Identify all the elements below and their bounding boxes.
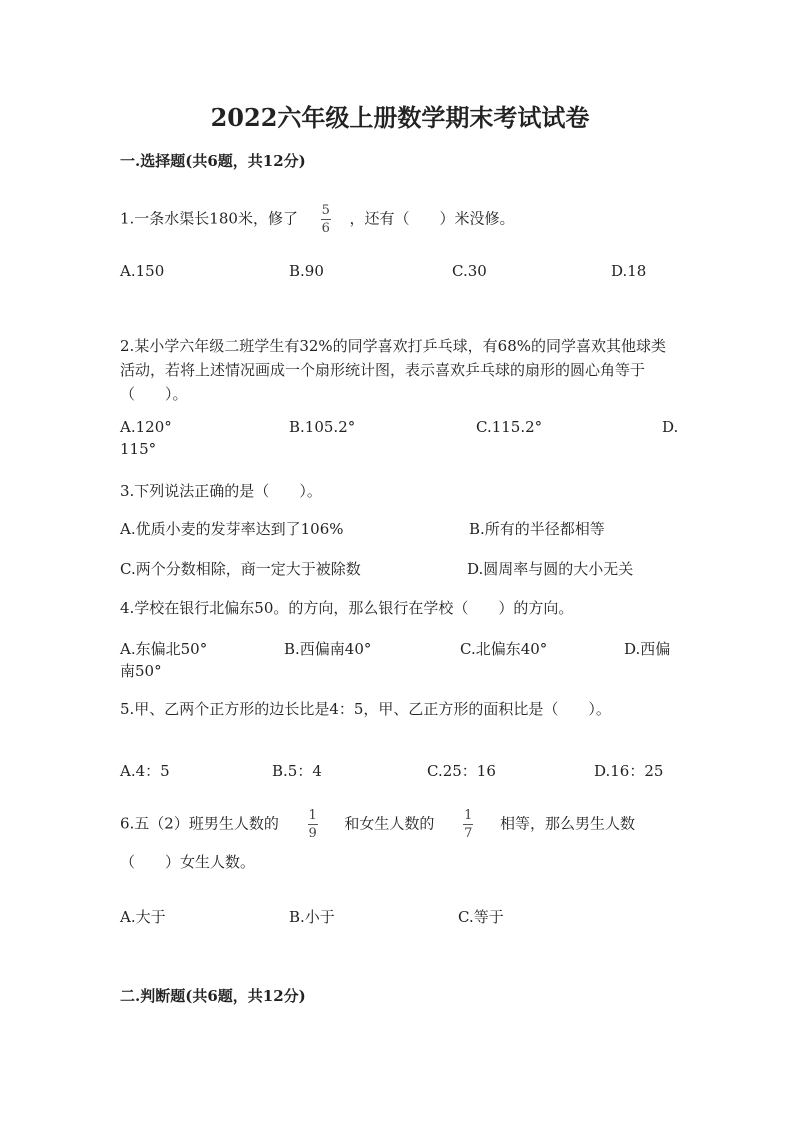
question-6 xyxy=(120,808,635,841)
q3-option-a: A.优质小麦的发芽率达到了106% xyxy=(120,520,344,538)
question-6-text-end: 相等，那么男生人数 xyxy=(500,814,636,833)
fraction-numerator: 1 xyxy=(464,808,473,823)
q6-option-b: B.小于 xyxy=(289,908,335,926)
question-3: 3.下列说法正确的是（ ）。 xyxy=(120,482,322,500)
q1-option-d: D.18 xyxy=(611,262,647,280)
fraction-denominator: 6 xyxy=(321,221,330,236)
q5-option-c: C.25：16 xyxy=(427,762,496,780)
q2-option-d-wrap: 115° xyxy=(120,440,157,458)
q4-option-d: D.西偏 xyxy=(624,640,671,658)
fraction-denominator: 9 xyxy=(308,826,317,841)
fraction-1-9 xyxy=(308,808,318,841)
q4-option-c: C.北偏东40° xyxy=(460,640,548,658)
q5-option-a: A.4：5 xyxy=(120,762,170,780)
question-6-text-mid: 和女生人数的 xyxy=(344,814,435,833)
q4-option-d-wrap: 南50° xyxy=(120,662,162,680)
q5-option-b: B.5：4 xyxy=(272,762,322,780)
section-heading-judgement: 二.判断题(共6题，共12分) xyxy=(120,987,306,1005)
question-4: 4.学校在银行北偏东50。的方向，那么银行在学校（ ）的方向。 xyxy=(120,599,574,617)
question-6-text: 6.五（2）班男生人数的 xyxy=(120,814,279,833)
q2-option-a: A.120° xyxy=(120,418,172,436)
question-6-line-2: （ ）女生人数。 xyxy=(120,853,256,871)
fraction-5-6 xyxy=(321,203,331,236)
q2-option-b: B.105.2° xyxy=(289,418,356,436)
q6-option-c: C.等于 xyxy=(458,908,504,926)
q4-option-a: A.东偏北50° xyxy=(120,640,208,658)
q2-option-d: D. xyxy=(662,418,679,436)
fraction-numerator: 5 xyxy=(321,203,330,218)
q1-option-a: A.150 xyxy=(120,262,165,280)
q3-option-c: C.两个分数相除，商一定大于被除数 xyxy=(120,560,361,578)
q3-option-b: B.所有的半径都相等 xyxy=(469,520,605,538)
fraction-denominator: 7 xyxy=(464,826,473,841)
q1-option-b: B.90 xyxy=(289,262,324,280)
fraction-1-7 xyxy=(463,808,473,841)
fraction-numerator: 1 xyxy=(308,808,317,823)
question-1-text-end: ，还有（ ）米没修。 xyxy=(349,209,515,228)
q6-option-a: A.大于 xyxy=(120,908,166,926)
q1-option-c: C.30 xyxy=(452,262,487,280)
question-1 xyxy=(120,203,515,236)
q2-option-c: C.115.2° xyxy=(476,418,543,436)
question-2: 2.某小学六年级二班学生有32%的同学喜欢打乒乓球，有68%的同学喜欢其他球类活动，若将上述情况画成一个扇形统计图，表示喜欢乒乓球的扇形的圆心角等于（ ）。 xyxy=(120,337,666,403)
section-heading-choice: 一.选择题(共6题，共12分) xyxy=(120,152,306,170)
q4-option-b: B.西偏南40° xyxy=(284,640,372,658)
page-title: 2022六年级上册数学期末考试试卷 xyxy=(210,103,590,132)
question-5: 5.甲、乙两个正方形的边长比是4：5，甲、乙正方形的面积比是（ ）。 xyxy=(120,700,611,718)
q5-option-d: D.16：25 xyxy=(594,762,664,780)
question-1-text: 1.一条水渠长180米，修了 xyxy=(120,209,298,228)
q3-option-d: D.圆周率与圆的大小无关 xyxy=(467,560,634,578)
